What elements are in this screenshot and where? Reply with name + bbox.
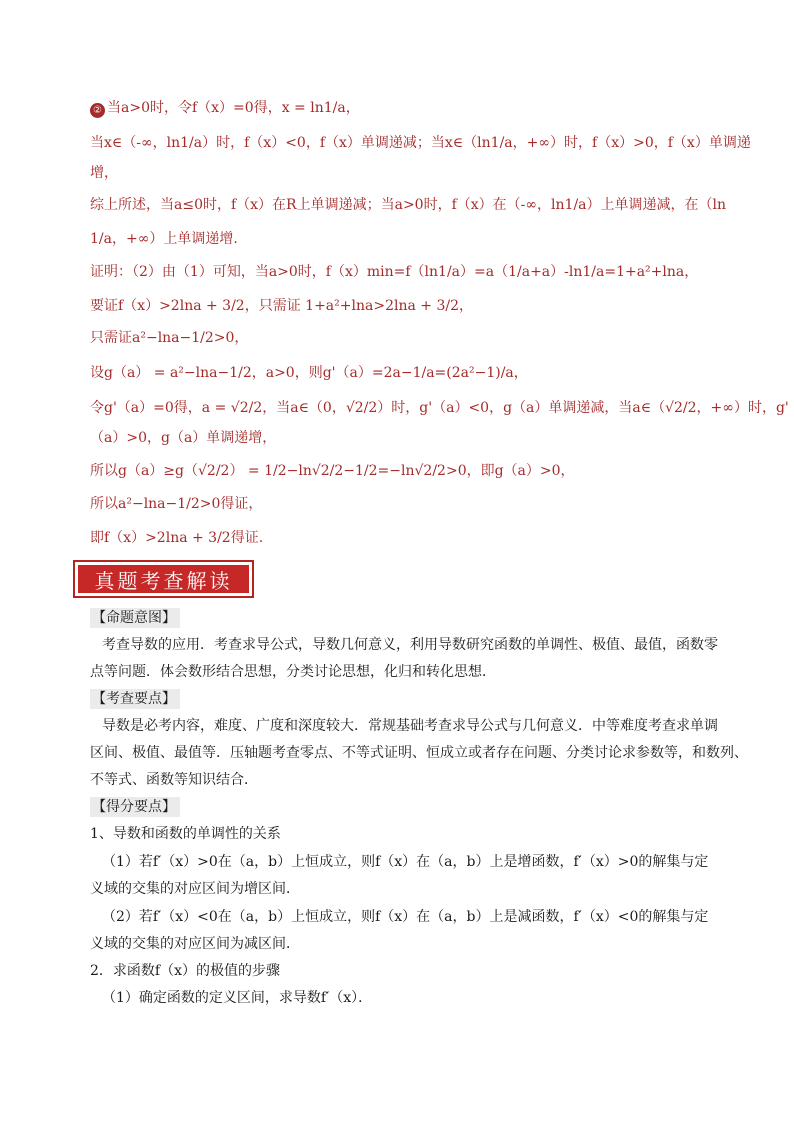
solution-line-6: 证明：（2）由（1）可知，当a>0时，f（x）min=f（ln1/a）=a（1/a+a）-ln1/a=1+a²+lna， — [90, 264, 699, 280]
solution-line-13: 所以a²−lna−1/2>0得证， — [90, 496, 263, 512]
keypoints-line-2: 区间、极值、最值等．压轴题考查零点、不等式证明、恒成立或者存在问题、分类讨论求参数等，和数列、 — [90, 745, 748, 761]
scoring-line-5: 义域的交集的对应区间为减区间． — [90, 936, 300, 952]
scoring-line-4: （2）若f′（x）<0在（a，b）上恒成立，则f（x）在（a，b）上是减函数，f′（x）<0的解集与定 — [102, 909, 709, 925]
section-banner-frame — [73, 560, 254, 598]
keypoints-line-3: 不等式、函数等知识结合． — [90, 772, 258, 788]
scoring-tag: 【得分要点】 — [90, 797, 180, 817]
keypoints-line-1: 导数是必考内容，难度、广度和深度较大．常规基础考查求导公式与几何意义．中等难度考查求单调 — [102, 718, 718, 734]
solution-line-1: ② 当a>0时，令f（x）=0得，x = ln1/a， — [90, 98, 726, 118]
solution-line-10: 令g'（a）=0得，a = √2/2，当a∈（0，√2/2）时，g'（a）<0，g（a）单调递减，当a∈（√2/2，+∞）时，g' — [90, 400, 789, 416]
solution-line-4: 综上所述，当a≤0时，f（x）在R上单调递减；当a>0时，f（x）在（-∞，ln1/a）上单调递减，在（ln — [90, 197, 727, 213]
solution-line-2: 当x∈（-∞，ln1/a）时，f（x）<0，f（x）单调递减；当x∈（ln1/a，+∞）时，f（x）>0，f（x）单调递 — [90, 135, 751, 151]
scoring-line-1: 1、导数和函数的单调性的关系 — [90, 826, 281, 842]
intent-line-1: 考查导数的应用．考查求导公式，导数几何意义，利用导数研究函数的单调性、极值、最值，函数零 — [102, 637, 718, 653]
solution-line-9: 设g（a） = a²−lna−1/2，a>0，则g'（a）=2a−1/a=(2a²−1)/a， — [90, 365, 528, 381]
scoring-line-6: 2．求函数f（x）的极值的步骤 — [90, 963, 280, 979]
keypoints-tag: 【考查要点】 — [90, 689, 180, 709]
solution-line-14: 即f（x）>2lna + 3/2得证. — [90, 530, 264, 546]
intent-line-2: 点等问题．体会数形结合思想，分类讨论思想，化归和转化思想． — [90, 664, 496, 680]
solution-line-3: 增， — [90, 165, 118, 181]
solution-line-8: 只需证a²−lna−1/2>0， — [90, 330, 249, 346]
scoring-line-7: （1）确定函数的定义区间，求导数f′（x）． — [102, 990, 373, 1006]
intent-tag: 【命题意图】 — [90, 608, 180, 628]
scoring-line-2: （1）若f′（x）>0在（a，b）上恒成立，则f（x）在（a，b）上是增函数，f′（x）>0的解集与定 — [102, 854, 709, 870]
solution-line-7: 要证f（x）>2lna + 3/2，只需证 1+a²+lna>2lna + 3/2， — [90, 298, 473, 314]
section-banner: 真题考查解读 — [78, 565, 249, 593]
solution-line-12: 所以g（a）≥g（√2/2） = 1/2−ln√2/2−1/2=−ln√2/2>0，即g（a）>0， — [90, 463, 575, 479]
scoring-line-3: 义域的交集的对应区间为增区间． — [90, 881, 300, 897]
case-number-marker: ② — [90, 103, 105, 118]
solution-line-5: 1/a，+∞）上单调递增. — [90, 231, 238, 247]
solution-line-11: （a）>0，g（a）单调递增， — [90, 430, 277, 446]
